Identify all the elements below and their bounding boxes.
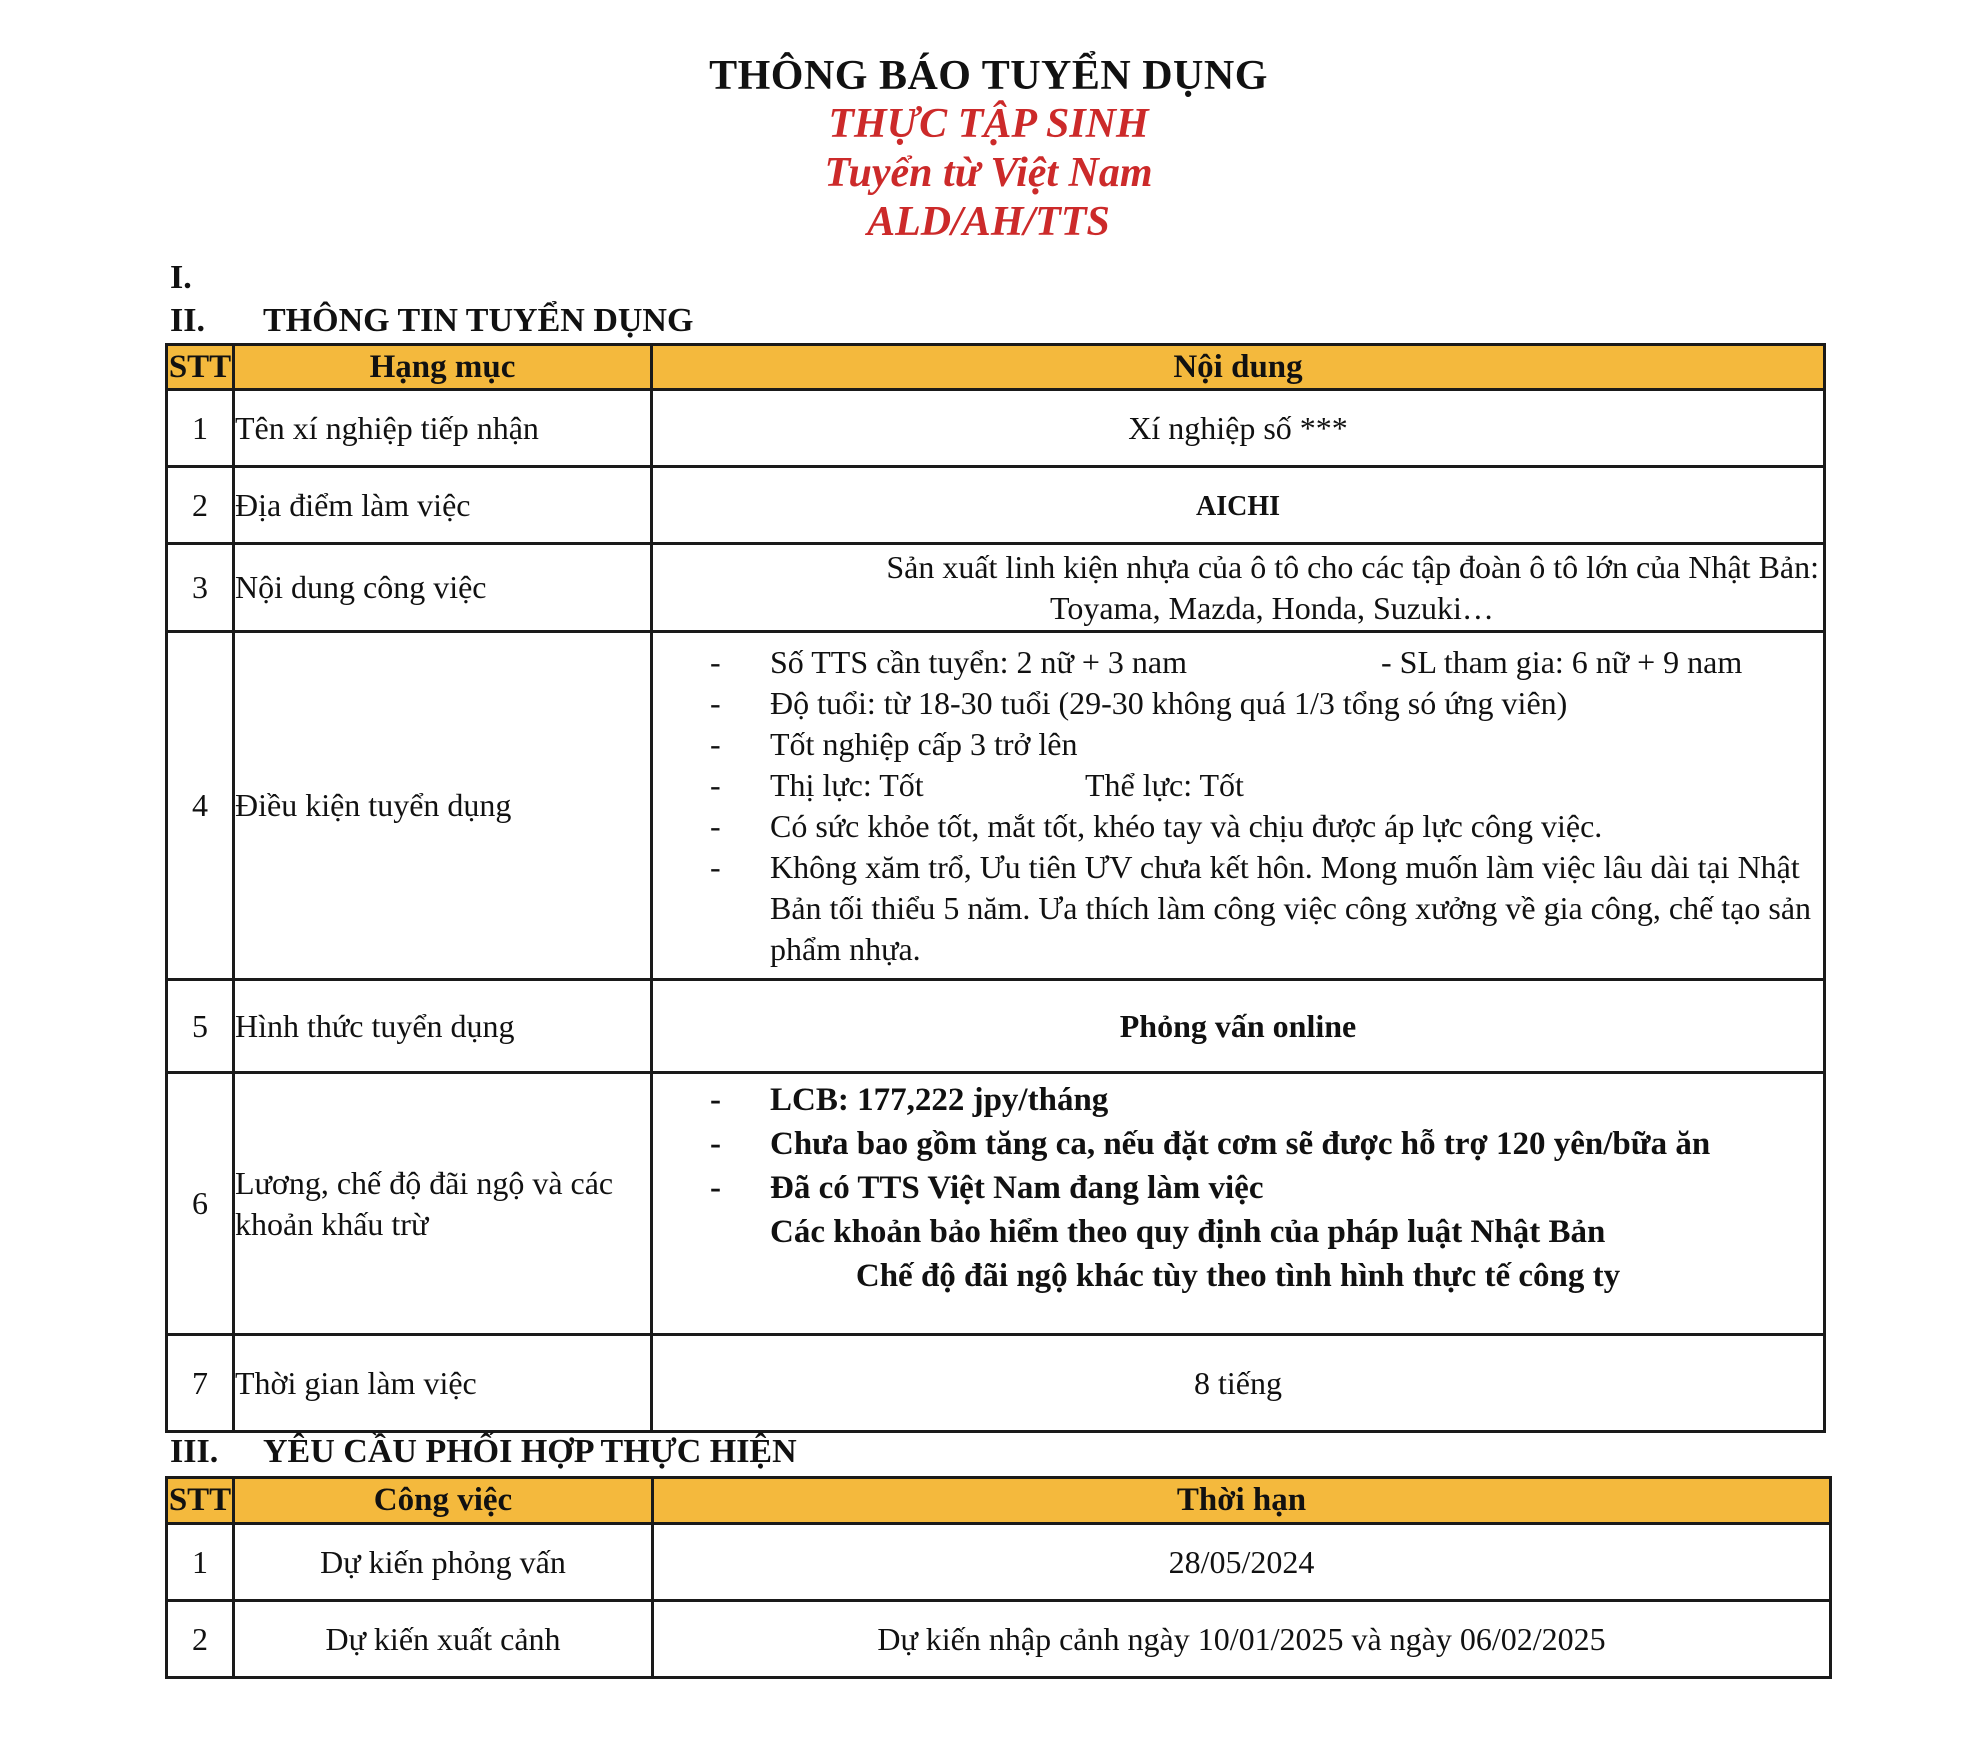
- header-category: Hạng mục: [234, 345, 652, 390]
- list-item: - Không xăm trổ, Ưu tiên ƯV chưa kết hôn. Mong muốn làm việc lâu dài tại Nhật Bản tối thiểu 5 năm. Ưa thích làm công việc công xưởng về gia công, chế tạo sản phẩm nhựa.: [710, 848, 1812, 967]
- row-stt: 5: [167, 980, 234, 1073]
- table-header-row: [167, 1478, 1831, 1524]
- header-deadline: Thời hạn: [653, 1478, 1831, 1524]
- recruitment-info-table: [165, 343, 1826, 1433]
- list-item: - Chưa bao gồm tăng ca, nếu đặt cơm sẽ được hỗ trợ 120 yên/bữa ăn: [710, 1126, 1711, 1162]
- row-content-salary: [652, 1073, 1825, 1335]
- row-category: Lương, chế độ đãi ngộ và các khoản khấu trừ: [234, 1073, 652, 1335]
- document-subtitle-intern: THỰC TẬP SINH: [828, 101, 1149, 147]
- row-stt: 3: [167, 544, 234, 632]
- requirements-list: [653, 642, 1823, 970]
- list-item: - Đã có TTS Việt Nam đang làm việc: [710, 1170, 1264, 1206]
- section-1-heading: [170, 258, 263, 298]
- section-1-number: I.: [170, 259, 192, 296]
- row-stt: 1: [167, 390, 234, 467]
- document-code: ALD/AH/TTS: [867, 199, 1110, 245]
- table-header-row: [167, 345, 1825, 390]
- row-content-location: AICHI: [1195, 490, 1280, 522]
- list-item: - Có sức khỏe tốt, mắt tốt, khéo tay và chịu được áp lực công việc.: [710, 807, 1603, 844]
- document-subtitle-origin: Tuyển từ Việt Nam: [824, 150, 1153, 196]
- header-stt: STT: [167, 345, 234, 390]
- row-content-interview: Phỏng vấn online: [652, 980, 1825, 1073]
- row-content-job: [652, 544, 1825, 632]
- row-category: Hình thức tuyển dụng: [234, 980, 652, 1073]
- row-stt: 4: [167, 632, 234, 980]
- document-title: THÔNG BÁO TUYỂN DỤNG: [709, 53, 1268, 99]
- row-task: Dự kiến phỏng vấn: [234, 1524, 653, 1601]
- section-3-title: YÊU CẦU PHỐI HỢP THỰC HIỆN: [263, 1433, 797, 1470]
- row-stt: 1: [167, 1524, 234, 1601]
- row-category: Tên xí nghiệp tiếp nhận: [234, 390, 652, 467]
- header-content: Nội dung: [652, 345, 1825, 390]
- section-2-heading: [170, 301, 693, 341]
- row-deadline: 28/05/2024: [653, 1524, 1831, 1601]
- row-category: Điều kiện tuyển dụng: [234, 632, 652, 980]
- table-row: [167, 1601, 1831, 1678]
- table-row: [167, 390, 1825, 467]
- row-category: Thời gian làm việc: [234, 1335, 652, 1432]
- row-task: Dự kiến xuất cảnh: [234, 1601, 653, 1678]
- job-description-line-2: Toyama, Mazda, Honda, Suzuki…: [1050, 589, 1494, 626]
- header-task: Công việc: [234, 1478, 653, 1524]
- job-description-line-1: Sản xuất linh kiện nhựa của ô tô cho các tập đoàn ô tô lớn của Nhật Bản:: [886, 548, 1819, 585]
- benefits-list: [653, 1078, 1823, 1210]
- document-header: [0, 52, 1977, 247]
- row-category: Nội dung công việc: [234, 544, 652, 632]
- list-item: - Số TTS cần tuyển: 2 nữ + 3 nam - SL tham gia: 6 nữ + 9 nam: [653, 642, 1823, 683]
- header-stt: STT: [167, 1478, 234, 1524]
- table-row: [167, 1524, 1831, 1601]
- row-content-hours: 8 tiếng: [652, 1335, 1825, 1432]
- benefits-block: [653, 1078, 1823, 1298]
- table-row: [167, 544, 1825, 632]
- row-content-requirements: [652, 632, 1825, 980]
- row-deadline: Dự kiến nhập cảnh ngày 10/01/2025 và ngày 06/02/2025: [653, 1601, 1831, 1678]
- physical-condition: Thể lực: Tốt: [1085, 766, 1244, 803]
- row-content-company: Xí nghiệp số ***: [652, 390, 1825, 467]
- table-row: [167, 980, 1825, 1073]
- list-item: - Độ tuổi: từ 18-30 tuổi (29-30 không quá 1/3 tổng só ứng viên): [710, 684, 1568, 721]
- row-category: Địa điểm làm việc: [234, 467, 652, 544]
- table-row: [167, 1073, 1825, 1335]
- list-item: - Thị lực: Tốt Thể lực: Tốt: [653, 765, 1823, 806]
- section-3-heading: [170, 1432, 797, 1472]
- section-3-number: III.: [170, 1433, 219, 1470]
- participants-count: - SL tham gia: 6 nữ + 9 nam: [1381, 643, 1743, 680]
- insurance-line: Các khoản bảo hiểm theo quy định của pháp luật Nhật Bản: [770, 1214, 1606, 1250]
- section-2-title: THÔNG TIN TUYỂN DỤNG: [263, 302, 694, 339]
- row-stt: 2: [167, 1601, 234, 1678]
- table-row: [167, 467, 1825, 544]
- coordination-table: [165, 1476, 1832, 1679]
- section-2-number: II.: [170, 302, 205, 339]
- list-item: - Tốt nghiệp cấp 3 trở lên: [710, 725, 1078, 762]
- row-stt: 6: [167, 1073, 234, 1335]
- row-stt: 7: [167, 1335, 234, 1432]
- other-benefits-line: Chế độ đãi ngộ khác tùy theo tình hình thực tế công ty: [855, 1258, 1621, 1294]
- list-item: - LCB: 177,222 jpy/tháng: [710, 1082, 1109, 1118]
- table-row: [167, 632, 1825, 980]
- row-stt: 2: [167, 467, 234, 544]
- table-row: [167, 1335, 1825, 1432]
